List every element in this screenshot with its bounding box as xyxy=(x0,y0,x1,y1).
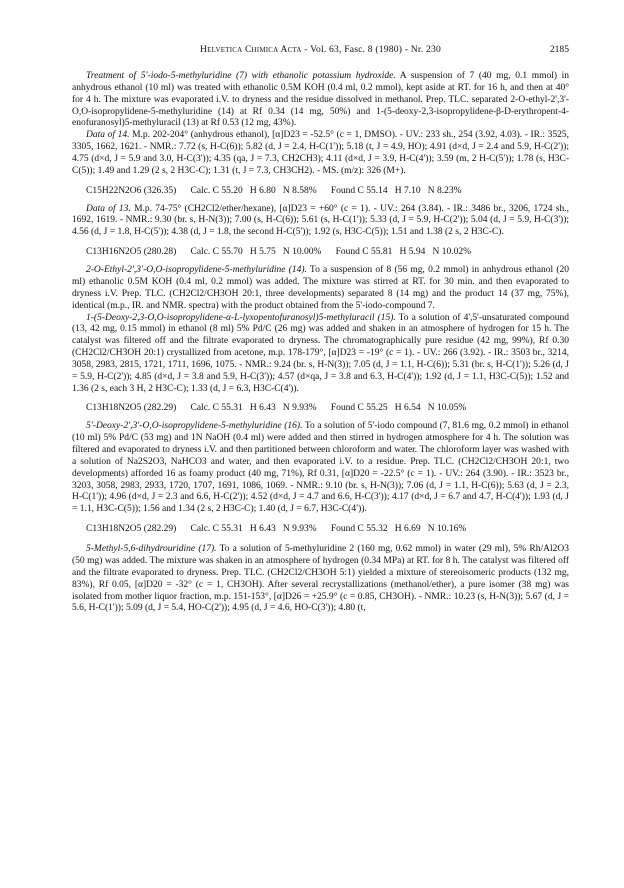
paragraph-treatment xyxy=(72,71,569,130)
elemental-analysis-16: C13H18N2O5 (282.29) Calc. C 55.31 H 6.43 N 9.93% Found C 55.32 H 6.69 N 10.16% xyxy=(86,524,467,535)
article-body xyxy=(72,71,569,615)
paragraph-text: M.p. 202-204° (anhydrous ethanol), [α]D23 = -52.5° (c = 1, DMSO). - UV.: 233 sh., 254 (3.92, 4.03). - IR.: 3525, 3305, 1662, 1621. - NMR.: 7.72 (s, H-C(6)); 5.82 (d, J = 2.4, H-C(1')); 5.18 (t, J = 4.9, HO); 4.91 (d×d, J = 2.4 and 5.9, H-C(2')); 4.75 (d×d, J = 5.9 and 3.0, H-C(3')); 4.35 (qa, J = 7.3, CH2CH3); 4.11 (d×d, J = 3.9, H-C(4')); 3.59 (m, 2 H-C(5')); 1.78 (s, H3C-C(5)); 1.49 and 1.29 (2 s, 2 H3C-C); 1.31 (t, J = 7.3, CH3CH2). - MS. (m/z): 326 (M+). xyxy=(72,130,570,176)
paragraph-compound-16 xyxy=(72,421,569,516)
paragraph-data-14 xyxy=(72,130,569,177)
paragraph-text: To a solution of 5-methyluridine 2 (160 mg, 0.62 mmol) in water (29 ml), 5% Rh/Al2O3 (50 mg) was added. The mixture was shaken in an atmosphere of hydrogen (0.34 MPa) at RT. for 8 h. The catalyst was filtered off and the filtrate evaporated to dryness. Prep. TLC. (CH2Cl2/CH3OH 5:1) yielded a mixture of stereoisomeric products (132 mg, 83%), Rf 0.05, [α]D20 = -32° (c = 1, CH3OH). After several recrystallizations (methanol/ether), a pure isomer (38 mg) was isolated from mother liquor fraction, m.p. 151-153°, [α]D26 = +25.9° (c = 0.85, CH3OH). - NMR.: 10.23 (s, H-N(3)); 5.67 (d, J = 5.6, H-C(1')); 5.09 (d, J = 5.4, HO-C(2')); 4.95 (d, J = 4.6, HO-C(3')); 4.80 (t, xyxy=(72,544,569,614)
paragraph-compound-14 xyxy=(72,265,569,312)
journal-citation xyxy=(72,44,569,55)
elemental-analysis-15: C13H18N2O5 (282.29) Calc. C 55.31 H 6.43 N 9.93% Found C 55.25 H 6.54 N 10.05% xyxy=(86,403,467,414)
paragraph-title: Treatment of 5'-iodo-5-methyluridine (7) with ethanolic potassium hydroxide. xyxy=(86,71,396,81)
paragraph-compound-17 xyxy=(72,544,569,615)
paragraph-compound-15 xyxy=(72,313,569,396)
journal-volume-details: - Vol. 63, Fasc. 8 (1980) - Nr. 230 xyxy=(301,44,441,55)
paragraph-data-13 xyxy=(72,204,569,240)
paragraph-title: 1-(5-Deoxy-2,3-O,O-isopropylidene-α-L-lyxopentofuranosyl)5-methyluracil (15). xyxy=(86,312,396,323)
elemental-analysis-13: C13H16N2O5 (280.28) Calc. C 55.70 H 5.75 N 10.00% Found C 55.81 H 5.94 N 10.02% xyxy=(86,247,472,258)
paragraph-title: 2-O-Ethyl-2',3'-O,O-isopropylidene-5-methyluridine (14). xyxy=(86,265,307,276)
running-header xyxy=(72,44,569,58)
paragraph-title: Data of 13. xyxy=(86,203,131,214)
elemental-analysis-14: C15H22N2O6 (326.35) Calc. C 55.20 H 6.80 N 8.58% Found C 55.14 H 7.10 N 8.23% xyxy=(86,185,462,196)
paragraph-text: M.p. 74-75° (CH2Cl2/ether/hexane), [α]D23 = +60° (c = 1). - UV.: 264 (3.84). - IR.: 3486 br., 3206, 1724 sh., 1692, 1619. - NMR.: 9.30 (br. s, H-N(3)); 7.00 (s, H-C(6)); 5.61 (s, H-C(1')); 5.33 (d, J = 5.9, H-C(2')); 5.04 (d, J = 5.9, H-C(3')); 4.56 (d, J = 1.8, H-C(5')); 4.38 (d, J = 1.8, the second H-C(5')); 1.92 (s, H3C-C(5)); 1.51 and 1.38 (2 s, 2 H3C-C). xyxy=(72,203,570,238)
journal-page xyxy=(72,44,569,615)
paragraph-text: To a suspension of 8 (56 mg, 0.2 mmol) in anhydrous ethanol (20 ml) ethanolic 0.5M KOH (0.4 ml, 0.2 mmol) was added. The mixture was stirred at RT. for 30 min. and then evaporated to dryness i.V. Prep. TLC. (CH2Cl2/CH3OH 20:1, three developments) separated 8 (14 mg) and the product 14 (37 mg, 75%), identical (m.p., IR. and NMR. spectra) with the product obtained from the 5'-iodo-compound 7. xyxy=(72,265,569,311)
page-number: 2185 xyxy=(549,44,569,55)
paragraph-text: To a solution of 4',5'-unsaturated compound (13, 42 mg, 0.15 mmol) in ethanol (8 ml) 5% Pd/C (26 mg) was added and shaken in an atmosphere of hydrogen for 15 h. The catalyst was filtered off and the filtrate evaporated to dryness. The chromatographically pure residue (42 mg, 99%), Rf 0.30 (CH2Cl2/CH3OH 20:1) crystallized from acetone, m.p. 178-179°, [α]D23 = -19° (c = 1). - UV.: 266 (3.92). - IR.: 3503 br., 3214, 3058, 2983, 2815, 1721, 1711, 1696, 1075. - NMR.: 9.24 (br. s, H-N(3)); 7.05 (d, J = 1.1, H-C(6)); 5.31 (br. s, H-C(1')); 5.26 (d, J = 5.9, H-C(2')); 4.85 (d×d, J = 3.8 and 5.9, H-C(3')); 4.57 (d×qa, J = 3.8 and 6.3, H-C(4')); 1.92 (d, J = 1.1, H3C-C(5)); 1.52 and 1.36 (2 s, each 3 H, 2 H3C-C); 1.33 (d, J = 6.3, H3C-C(4')). xyxy=(72,312,569,394)
paragraph-title: Data of 14. xyxy=(86,130,130,141)
paragraph-text: To a solution of 5'-iodo compound (7, 81.6 mg, 0.2 mmol) in ethanol (10 ml) 5% Pd/C (53 mg) and 1N NaOH (0.4 ml) were added and then stirred in hydrogen atmosphere for 4 h. The solution was filtered and evaporated to dryness i.V. and then partitioned between chloroform and water. The chloroform layer was washed with a solution of Na2S2O3, NaHCO3 and water, and then evaporated i.V. to a residue. Prep. TLC. (CH2Cl2/CH3OH 20:1, two developments) afforded 16 as foamy product (40 mg, 71%), Rf 0.31, [α]D20 = -22.5° (c = 1). - UV.: 264 (3.90). - IR.: 3523 br., 3203, 3058, 2983, 2933, 1720, 1707, 1691, 1086, 1069. - NMR.: 9.10 (br. s, H-N(3)); 7.06 (d, J = 1.1, H-C(6)); 5.63 (d, J = 2.3, H-C(1')); 4.96 (d×d, J = 2.3 and 6.6, H-C(2')); 4.52 (d×d, J = 4.7 and 6.6, H-C(3')); 4.17 (d×d, J = 6.7 and 4.7, H-C(4')); 1.93 (d, J = 1.1, H3C-C(5)); 1.56 and 1.34 (2 s, 2 H3C-C); 1.40 (d, J = 6.7, H3C-C(4′)). xyxy=(72,421,569,515)
paragraph-title: 5'-Deoxy-2',3'-O,O-isopropylidene-5-methyluridine (16). xyxy=(86,421,303,432)
paragraph-title: 5-Methyl-5,6-dihydrouridine (17). xyxy=(86,544,217,555)
paragraph-text: A suspension of 7 (40 mg, 0.1 mmol) in anhydrous ethanol (10 ml) was treated with ethanolic 0.5M KOH (0.4 ml, 0.2 mmol), kept aside at RT. for 16 h, and then at 40° for 4 h. The mixture was evaporated i.V. to dryness and the residue dissolved in methanol. Prep. TLC. separated 2-O-ethyl-2',3'-O,O-isopropylidene-5-methyluridine (14) at Rf 0.34 (14 mg, 50%) and 1-(5-deoxy-2,3-isopropylidene-β-D-erythropent-4-enofuranosyl)5-methyluracil (13) at Rf 0.53 (12 mg, 43%). xyxy=(72,71,570,129)
journal-name: Helvetica Chimica Acta xyxy=(200,44,302,55)
